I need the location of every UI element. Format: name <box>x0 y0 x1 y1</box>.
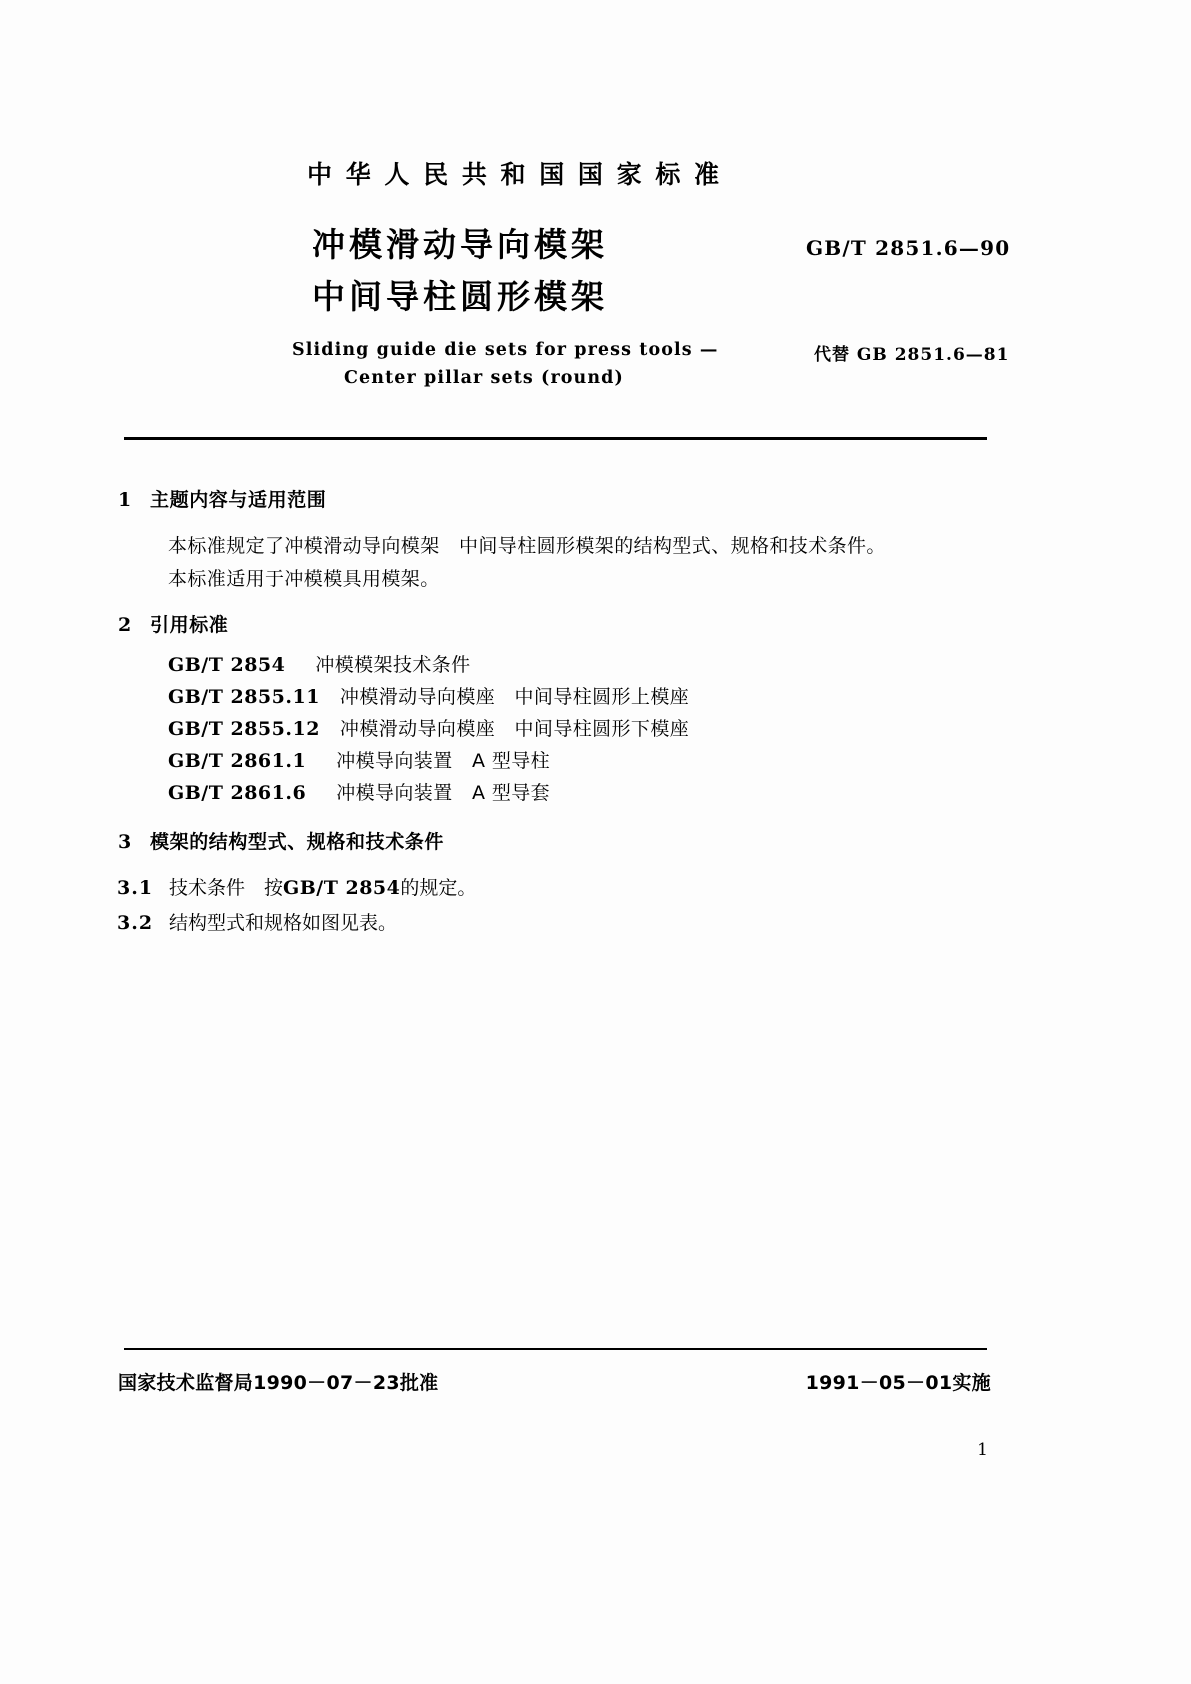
clause-3-2 <box>117 908 397 935</box>
section-3-heading-text: 模架的结构型式、规格和技术条件 <box>150 831 445 853</box>
reference-item <box>168 650 471 677</box>
clause-3-1-text-after: 的规定。 <box>400 877 477 899</box>
section-3-heading <box>118 827 444 854</box>
standard-number: GB/T 2851.6—90 <box>806 236 1011 260</box>
clause-3-1-text-before: 技术条件 按 <box>169 877 284 899</box>
replaced-standard-number: 代替 GB 2851.6—81 <box>814 345 1010 365</box>
reference-item <box>168 746 550 773</box>
section-1-paragraph-1: 本标准规定了冲模滑动导向模架 中间导柱圆形模架的结构型式、规格和技术条件。 <box>168 535 886 557</box>
clause-3-1 <box>117 873 476 900</box>
clause-3-2-number: 3.2 <box>117 912 154 934</box>
document-title-chinese-line1: 冲模滑动导向模架 <box>312 225 608 264</box>
reference-code: GB/T 2861.1 <box>168 750 307 772</box>
section-2-heading <box>118 610 228 637</box>
section-2-number: 2 <box>118 614 132 636</box>
reference-code: GB/T 2861.6 <box>168 782 307 804</box>
section-1-number: 1 <box>118 489 132 511</box>
reference-code: GB/T 2854 <box>168 654 286 676</box>
title-row-1 <box>0 225 1191 280</box>
footer-divider-rule <box>124 1348 987 1350</box>
document-title-english-line2: Center pillar sets (round) <box>344 368 624 388</box>
footer-effective-date: 1991－05－01实施 <box>805 1372 991 1394</box>
header-divider-rule <box>124 437 987 440</box>
reference-item <box>168 682 689 709</box>
page-number: 1 <box>977 1440 988 1460</box>
reference-name: 冲模滑动导向模座 中间导柱圆形下模座 <box>339 718 690 740</box>
national-standard-masthead: 中 华 人 民 共 和 国 国 家 标 准 <box>307 160 722 189</box>
section-1-heading-text: 主题内容与适用范围 <box>150 489 327 511</box>
section-2-heading-text: 引用标准 <box>150 614 229 636</box>
clause-3-1-number: 3.1 <box>117 877 154 899</box>
reference-name: 冲模滑动导向模座 中间导柱圆形上模座 <box>339 686 690 708</box>
section-3-number: 3 <box>118 831 132 853</box>
reference-item <box>168 778 550 805</box>
reference-code: GB/T 2855.11 <box>168 686 320 708</box>
document-title-english-line1: Sliding guide die sets for press tools — <box>292 340 719 360</box>
reference-name: 冲模导向装置 A 型导柱 <box>336 750 551 772</box>
reference-name: 冲模导向装置 A 型导套 <box>336 782 551 804</box>
document-title-chinese-line2: 中间导柱圆形模架 <box>312 277 608 316</box>
reference-code: GB/T 2855.12 <box>168 718 320 740</box>
clause-3-2-text: 结构型式和规格如图见表。 <box>169 912 398 934</box>
section-1-paragraph-2: 本标准适用于冲模模具用模架。 <box>168 568 440 590</box>
section-1-heading <box>118 485 326 512</box>
reference-name: 冲模模架技术条件 <box>315 654 471 676</box>
footer-approval-text: 国家技术监督局1990－07－23批准 <box>118 1372 439 1394</box>
clause-3-1-referenced-code: GB/T 2854 <box>283 877 401 899</box>
reference-item <box>168 714 689 741</box>
